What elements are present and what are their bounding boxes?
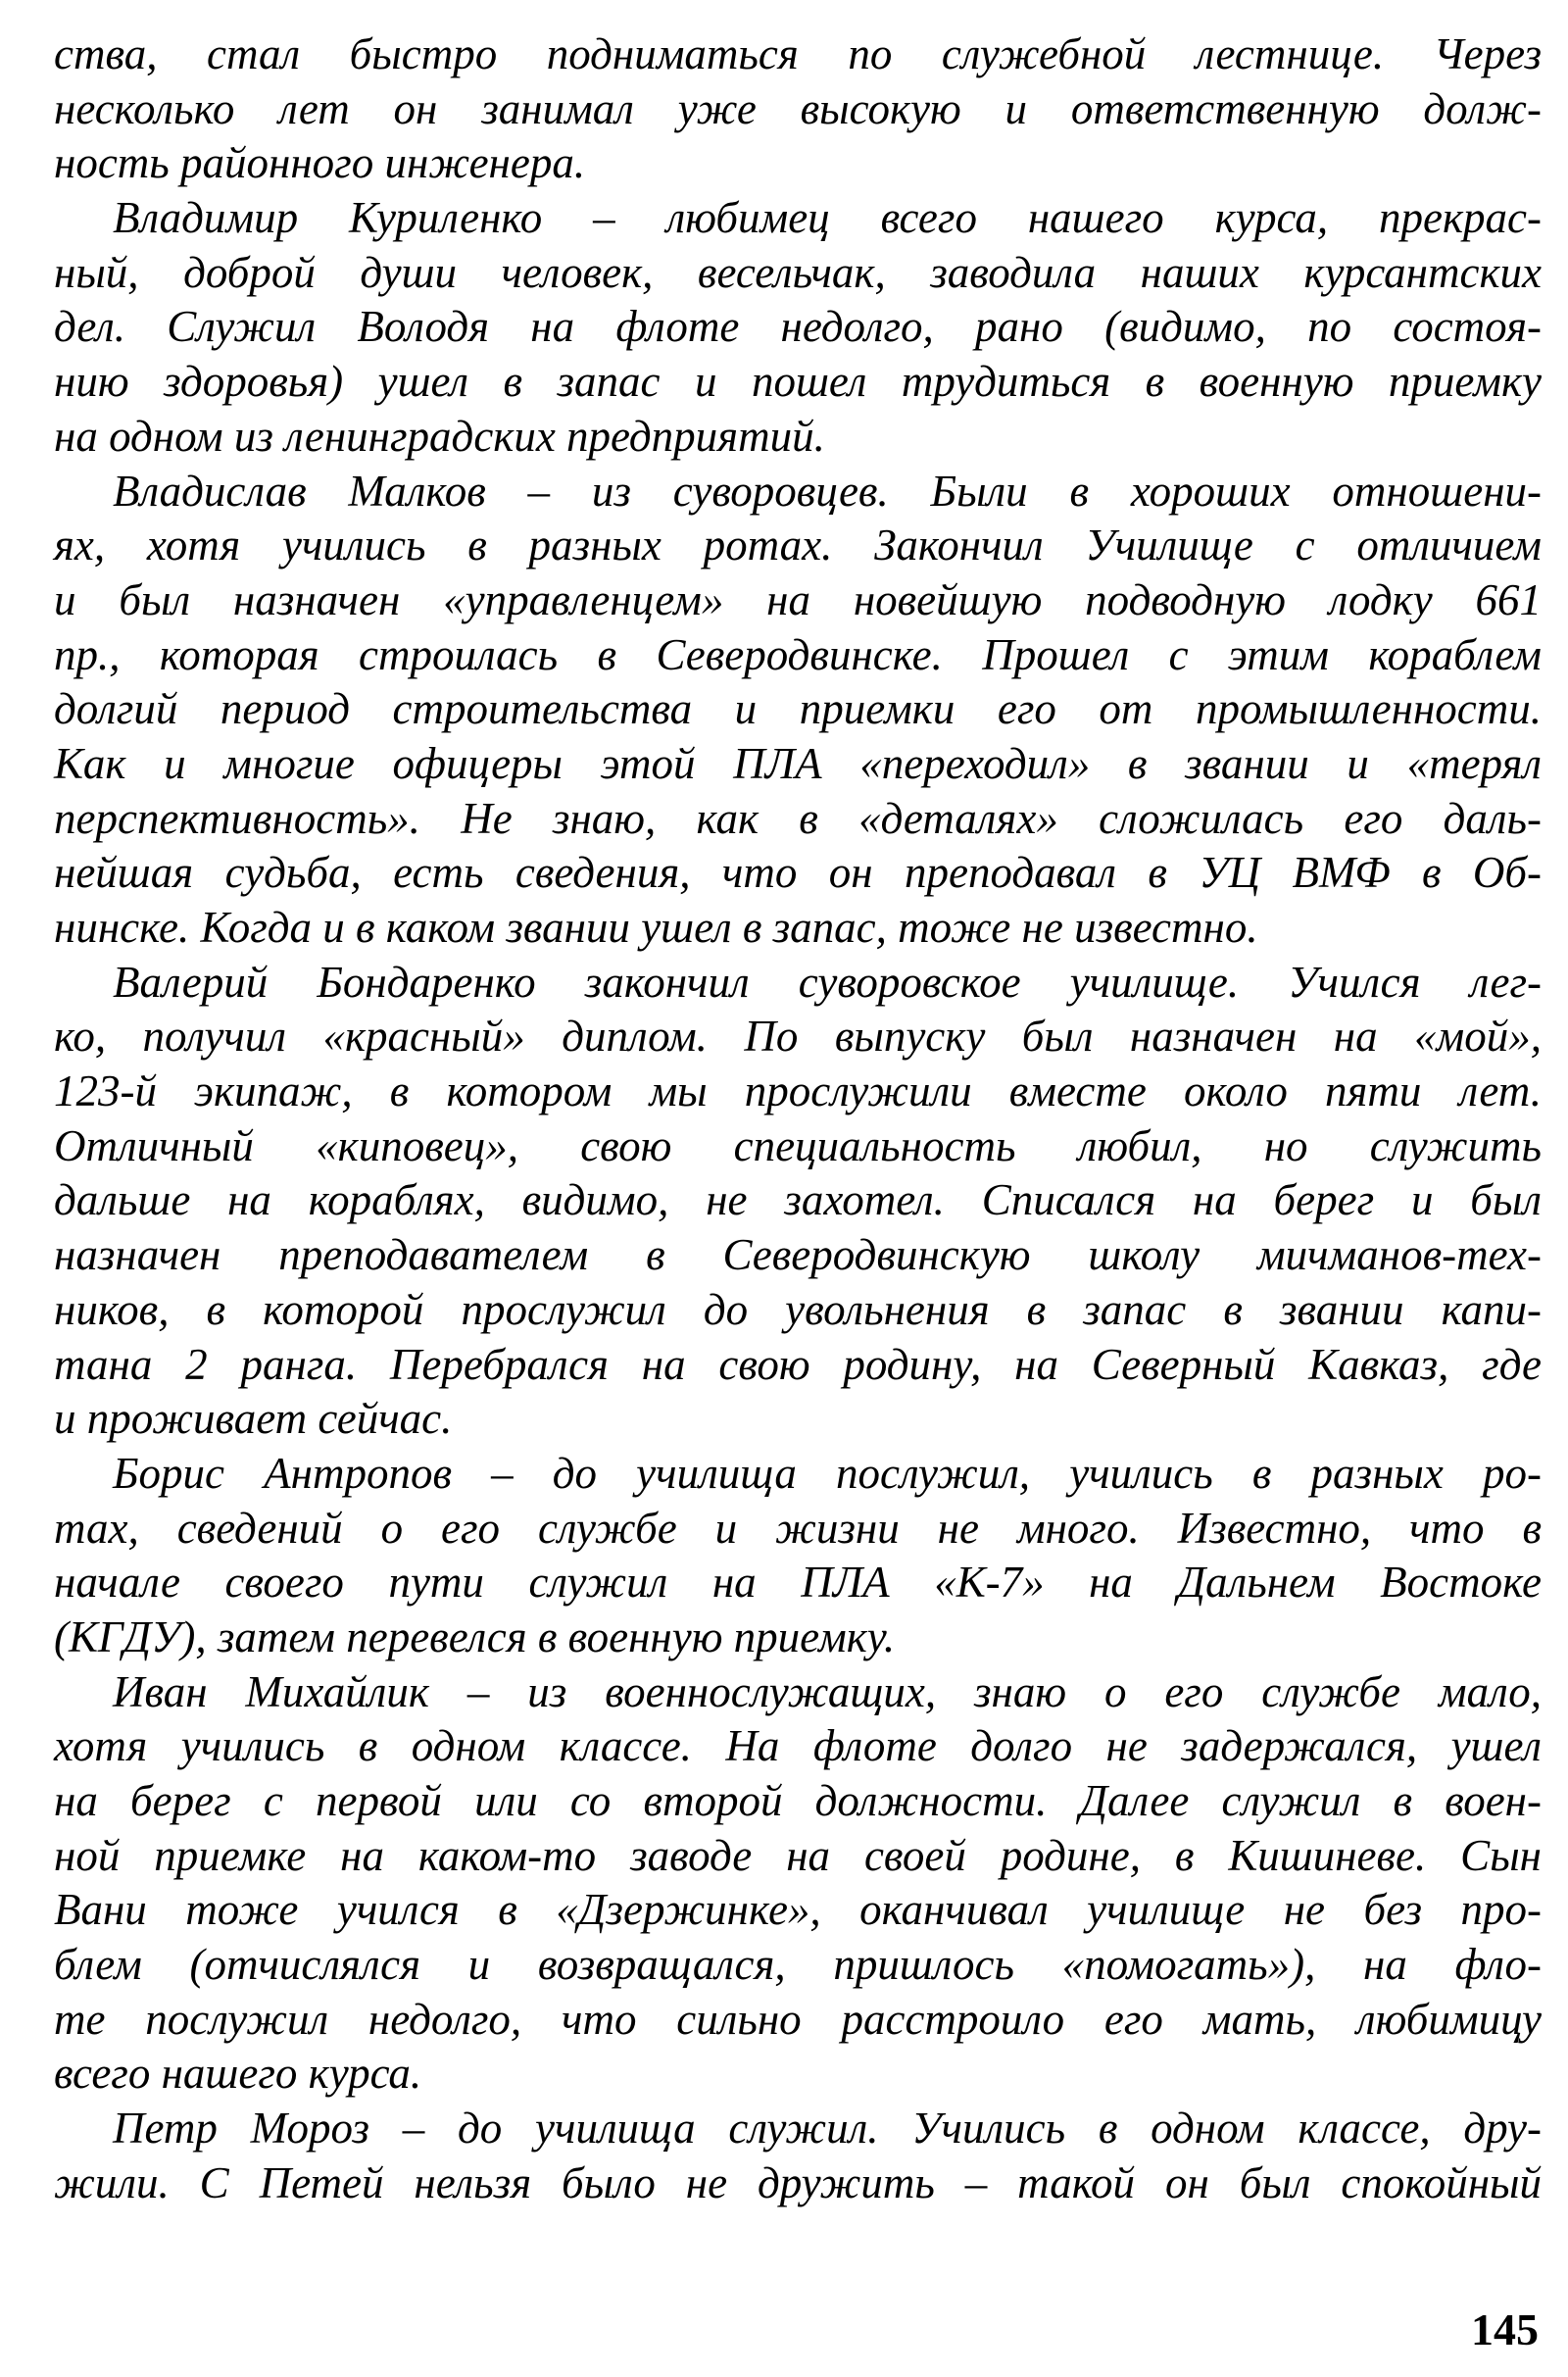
text-line: (КГДУ), затем перевелся в военную приемку. bbox=[54, 1611, 896, 1661]
text-line: Валерий Бондаренко закончил суворовское училище. Учился лег- bbox=[113, 957, 1542, 1007]
text-line: несколько лет он занимал уже высокую и ответственную долж- bbox=[54, 83, 1542, 133]
paragraph bbox=[54, 465, 1542, 956]
text-line: ной приемке на каком-то заводе на своей родине, в Кишиневе. Сын bbox=[54, 1830, 1542, 1880]
text-line: пр., которая строилась в Северодвинске. Прошел с этим кораблем bbox=[54, 629, 1542, 679]
text-line: Владимир Куриленко – любимец всего нашего курса, прекрас- bbox=[113, 193, 1542, 243]
text-line: Вани тоже учился в «Дзержинке», оканчивал училище не без про- bbox=[54, 1885, 1542, 1935]
text-line: и был назначен «управленцем» на новейшую подводную лодку 661 bbox=[54, 574, 1542, 624]
page-number: 145 bbox=[1471, 2304, 1539, 2354]
text-line: блем (отчислялся и возвращался, пришлось «помогать»), на фло- bbox=[54, 1940, 1542, 1990]
text-line: ях, хотя учились в разных ротах. Закончил Училище с отличием bbox=[54, 520, 1542, 570]
text-line: тана 2 ранга. Перебрался на свою родину, на Северный Кавказ, где bbox=[54, 1339, 1542, 1389]
text-line: ность районного инженера. bbox=[54, 138, 586, 188]
text-line: Петр Мороз – до училища служил. Учились в одном классе, дру- bbox=[113, 2104, 1542, 2154]
text-line: ников, в которой прослужил до увольнения в запас в звании капи- bbox=[54, 1284, 1542, 1334]
text-line: ный, доброй души человек, весельчак, заводила наших курсантских bbox=[54, 247, 1542, 297]
text-line: тах, сведений о его службе и жизни не много. Известно, что в bbox=[54, 1503, 1542, 1553]
paragraph bbox=[54, 956, 1542, 1447]
text-line: нинске. Когда и в каком звании ушел в запас, тоже не известно. bbox=[54, 903, 1258, 952]
paragraph bbox=[54, 2102, 1542, 2210]
paragraph bbox=[54, 191, 1542, 464]
text-line: Иван Михайлик – из военнослужащих, знаю о его службе мало, bbox=[113, 1666, 1542, 1716]
page-body bbox=[54, 27, 1542, 2211]
text-line: 123-й экипаж, в котором мы прослужили вместе около пяти лет. bbox=[54, 1066, 1542, 1116]
text-line: Владислав Малков – из суворовцев. Были в хороших отношени- bbox=[113, 466, 1542, 516]
text-line: долгий период строительства и приемки его от промышленности. bbox=[54, 684, 1542, 734]
text-line: нию здоровья) ушел в запас и пошел трудиться в военную приемку bbox=[54, 357, 1542, 407]
text-line: перспективность». Не знаю, как в «деталях» сложилась его даль- bbox=[54, 793, 1542, 843]
text-line: те послужил недолго, что сильно расстроило его мать, любимицу bbox=[54, 1994, 1542, 2044]
paragraph bbox=[54, 1447, 1542, 1665]
text-line: дальше на кораблях, видимо, не захотел. Списался на берег и был bbox=[54, 1175, 1542, 1225]
paragraph bbox=[54, 1665, 1542, 2103]
text-line: нейшая судьба, есть сведения, что он преподавал в УЦ ВМФ в Об- bbox=[54, 848, 1542, 898]
text-line: Как и многие офицеры этой ПЛА «переходил» в звании и «терял bbox=[54, 738, 1542, 788]
text-line: Борис Антропов – до училища послужил, учились в разных ро- bbox=[113, 1448, 1542, 1498]
text-line: начале своего пути служил на ПЛА «К-7» на Дальнем Востоке bbox=[54, 1558, 1542, 1608]
text-line: ства, стал быстро подниматься по служебной лестнице. Через bbox=[54, 29, 1542, 78]
text-line: на берег с первой или со второй должности. Далее служил в воен- bbox=[54, 1776, 1542, 1825]
text-line: и проживает сейчас. bbox=[54, 1394, 453, 1444]
text-line: всего нашего курса. bbox=[54, 2049, 422, 2099]
text-line: жили. С Петей нельзя было не дружить – такой он был спокойный bbox=[54, 2157, 1542, 2207]
text-line: ко, получил «красный» диплом. По выпуску был назначен на «мой», bbox=[54, 1012, 1542, 1062]
paragraph bbox=[54, 27, 1542, 191]
text-line: на одном из ленинградских предприятий. bbox=[54, 411, 825, 461]
text-line: Отличный «киповец», свою специальность любил, но служить bbox=[54, 1120, 1542, 1170]
text-line: дел. Служил Володя на флоте недолго, рано (видимо, по состоя- bbox=[54, 302, 1542, 352]
text-line: хотя учились в одном классе. На флоте долго не задержался, ушел bbox=[54, 1721, 1542, 1771]
text-line: назначен преподавателем в Северодвинскую школу мичманов-тех- bbox=[54, 1230, 1542, 1280]
